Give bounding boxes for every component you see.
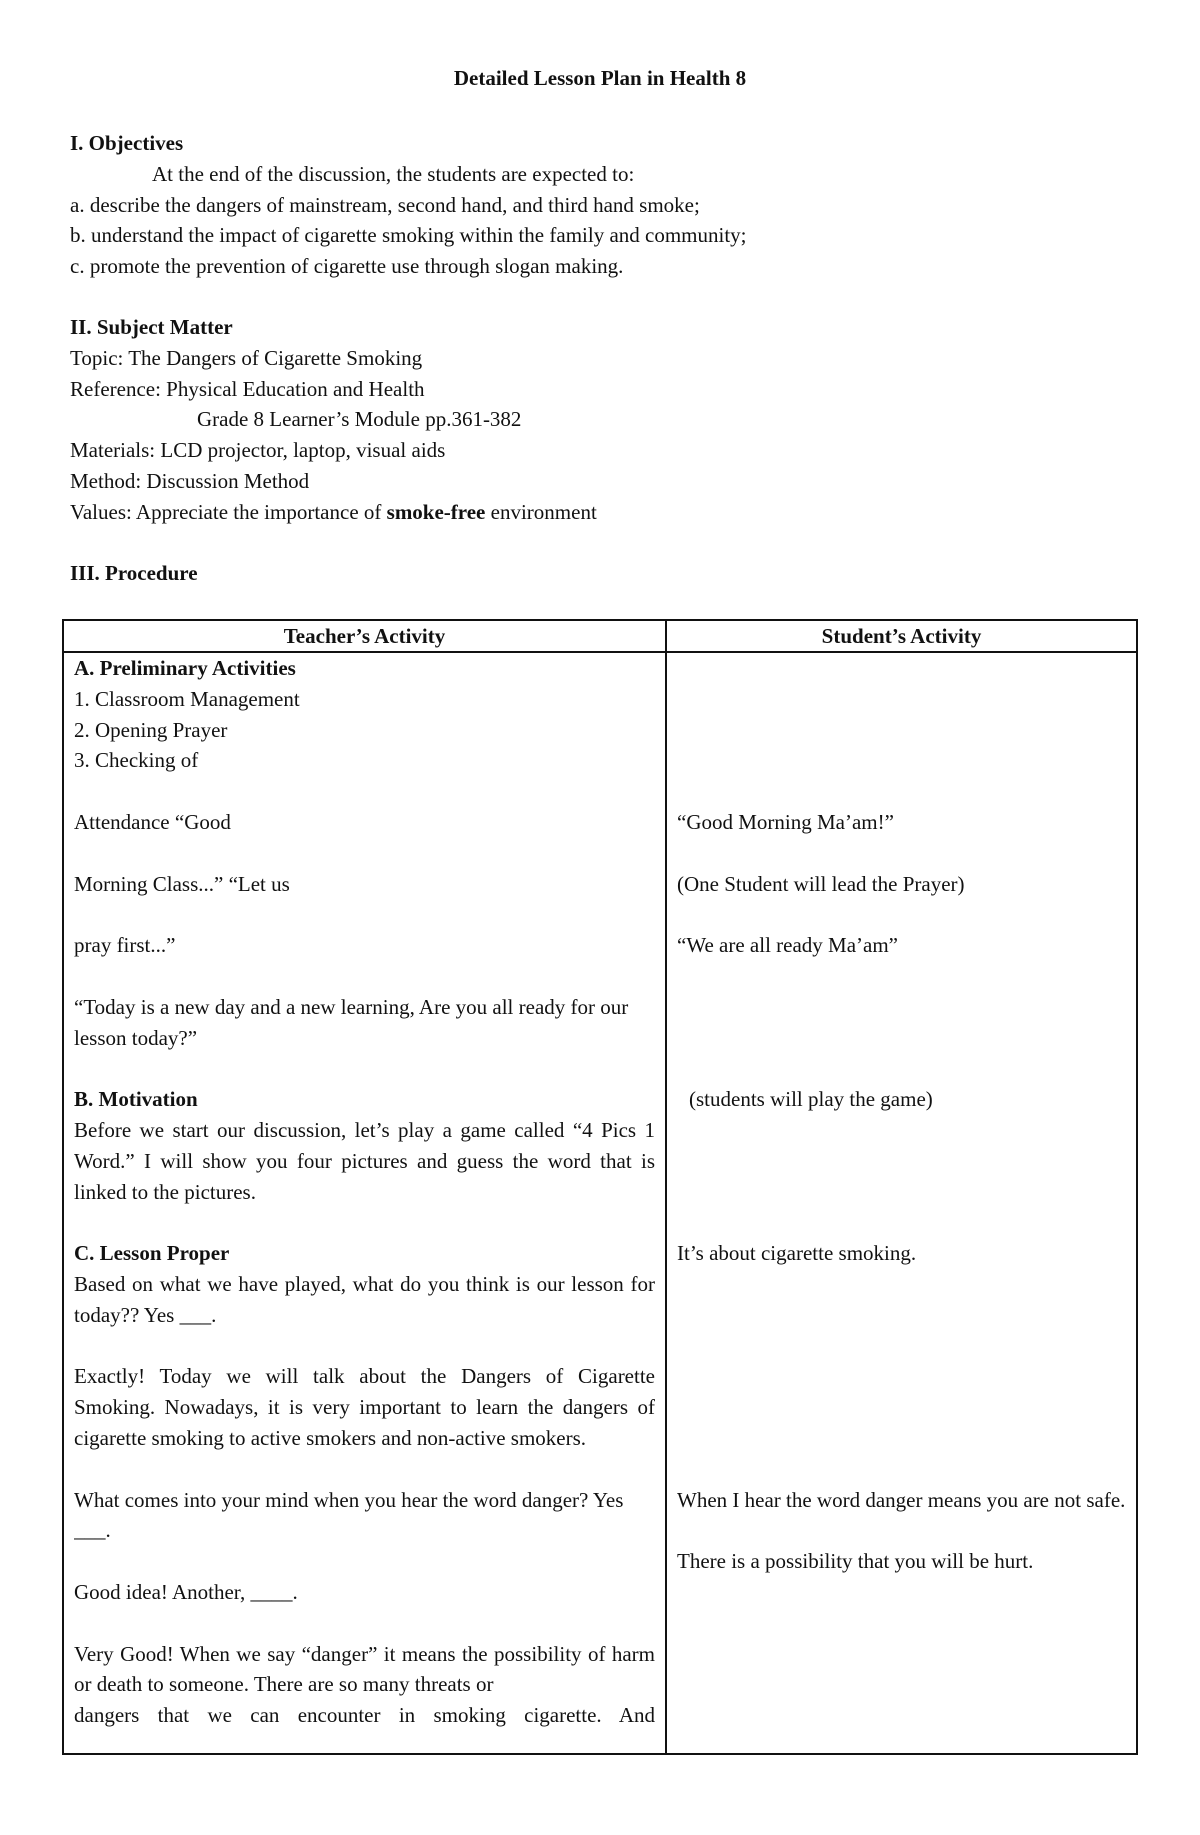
subject-topic: Topic: The Dangers of Cigarette Smoking <box>70 345 423 370</box>
objectives-section <box>70 128 1130 282</box>
objective-item-c: c. promote the prevention of cigarette use through slogan making. <box>70 254 624 279</box>
subject-values <box>70 497 1130 528</box>
subject-matter-section <box>70 312 1130 528</box>
student-not-safe: When I hear the word danger means you are not safe. <box>677 1487 1126 1512</box>
objective-item-b: b. understand the impact of cigarette smoking within the family and community; <box>70 223 747 248</box>
teacher-very-good: Very Good! When we say “danger” it means the possibility of harm or death to someone. There are so many threats or <box>74 1641 655 1697</box>
lesson-question: Based on what we have played, what do you think is our lesson for today?? Yes ___. <box>74 1271 655 1327</box>
teacher-morning: Morning Class...” “Let us <box>74 871 290 896</box>
prelim-item: 2. Opening Prayer <box>74 717 228 742</box>
prelim-heading: A. Preliminary Activities <box>74 656 296 680</box>
table-header-row <box>63 620 1137 652</box>
teacher-very-good-cont: dangers that we can encounter in smoking cigarette. And <box>74 1703 655 1728</box>
student-activity-cell <box>666 652 1137 1754</box>
student-activity-header: Student’s Activity <box>666 620 1137 652</box>
teacher-attendance: Attendance “Good <box>74 809 231 834</box>
motivation-text: Before we start our discussion, let’s play a game called “4 Pics 1 Word.” I will show you four pictures and guess the word that is linked to the pictures. <box>74 1117 655 1204</box>
lesson-proper-heading: C. Lesson Proper <box>74 1241 230 1266</box>
student-good-morning: “Good Morning Ma’am!” <box>677 809 894 834</box>
teacher-activity-cell <box>63 652 666 1754</box>
student-prayer: (One Student will lead the Prayer) <box>677 871 965 896</box>
motivation-heading: B. Motivation <box>74 1087 198 1112</box>
teacher-today: “Today is a new day and a new learning, Are you all ready for our lesson today?” <box>74 994 629 1050</box>
subject-materials: Materials: LCD projector, laptop, visual aids <box>70 438 446 463</box>
document-title: Detailed Lesson Plan in Health 8 <box>453 66 747 90</box>
objectives-heading: I. Objectives <box>70 131 184 155</box>
subject-reference-cont: Grade 8 Learner’s Module pp.361-382 <box>197 407 522 432</box>
teacher-danger-question: What comes into your mind when you hear the word danger? Yes ___. <box>74 1487 624 1543</box>
student-cigarette: It’s about cigarette smoking. <box>677 1241 917 1266</box>
objectives-intro: At the end of the discussion, the students are expected to: <box>152 161 635 186</box>
values-bold: smoke-free <box>386 499 486 524</box>
subject-matter-heading: II. Subject Matter <box>70 315 233 339</box>
student-game: (students will play the game) <box>689 1087 933 1112</box>
teacher-pray: pray first...” <box>74 933 176 958</box>
prelim-item: 1. Classroom Management <box>74 686 300 711</box>
teacher-exactly: Exactly! Today we will talk about the Dangers of Cigarette Smoking. Nowadays, it is very important to learn the dangers of cigarette smoking to active smokers and non-active smokers. <box>74 1364 655 1450</box>
values-suffix: environment <box>485 499 597 524</box>
student-ready: “We are all ready Ma’am” <box>677 933 899 958</box>
subject-method: Method: Discussion Method <box>70 468 310 493</box>
prelim-item: 3. Checking of <box>74 748 199 773</box>
subject-reference: Reference: Physical Education and Health <box>70 376 425 401</box>
teacher-activity-header: Teacher’s Activity <box>63 620 666 652</box>
student-hurt: There is a possibility that you will be hurt. <box>677 1549 1034 1574</box>
objective-item-a: a. describe the dangers of mainstream, second hand, and third hand smoke; <box>70 192 700 217</box>
procedure-heading: III. Procedure <box>70 561 198 585</box>
values-prefix: Values: Appreciate the importance of <box>70 499 387 524</box>
procedure-table <box>62 619 1138 1755</box>
table-row <box>63 652 1137 1754</box>
procedure-section <box>70 558 1130 589</box>
teacher-good-idea: Good idea! Another, ____. <box>74 1579 298 1604</box>
